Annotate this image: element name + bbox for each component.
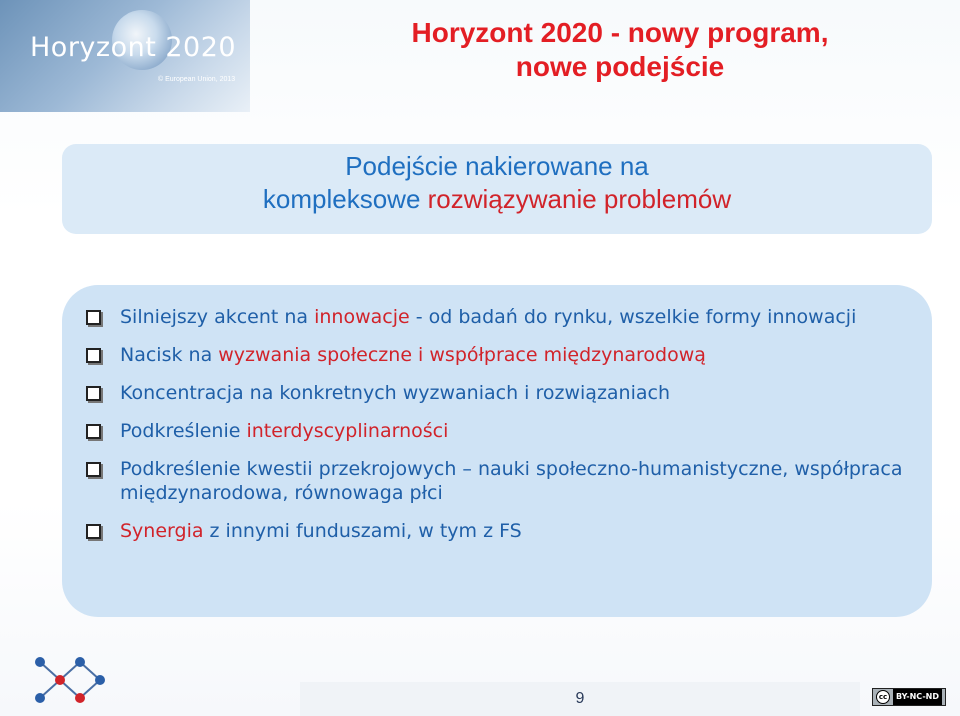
cc-license-badge[interactable] <box>872 688 946 706</box>
bullet-5-text: Podkreślenie kwestii przekrojowych – nauki społeczno-humanistyczne, współpraca międzynarodowa, równowaga płci <box>120 458 903 504</box>
logo-text: Horyzont 2020 <box>30 32 237 63</box>
network-logo-icon <box>30 652 110 708</box>
checkbox-bullet-icon <box>86 524 101 539</box>
page-number: 9 <box>300 682 860 716</box>
subtitle <box>62 150 932 216</box>
cc-license-text: BY-NC-ND <box>893 689 942 705</box>
checkbox-bullet-icon <box>86 462 101 477</box>
slide-title-line1: Horyzont 2020 - nowy program, <box>411 17 829 48</box>
cc-icon: cc <box>876 690 890 704</box>
bullet-item-3 <box>80 381 920 405</box>
bullet-list <box>80 305 920 557</box>
checkbox-bullet-icon <box>86 348 101 363</box>
bullet-6-highlight: Synergia <box>120 520 204 542</box>
bullet-item-1 <box>80 305 920 329</box>
subtitle-line2-part2: rozwiązywanie problemów <box>427 184 732 214</box>
subtitle-line1: Podejście nakierowane na <box>345 151 649 181</box>
bullet-1-text-end: - od badań do rynku, wszelkie formy innowacji <box>409 306 857 328</box>
bullet-item-5 <box>80 457 920 505</box>
bullet-item-2 <box>80 343 920 367</box>
logo-copyright: © European Union, 2013 <box>158 76 236 83</box>
checkbox-bullet-icon <box>86 386 101 401</box>
slide-title <box>340 16 900 84</box>
checkbox-bullet-icon <box>86 310 101 325</box>
bullet-item-4 <box>80 419 920 443</box>
bullet-2-highlight: wyzwania społeczne i współprace międzynarodową <box>218 344 706 366</box>
subtitle-line2-part1: kompleksowe <box>262 184 421 214</box>
slide-title-line2: nowe podejście <box>515 51 725 82</box>
bullet-item-6 <box>80 519 920 543</box>
bullet-2-text: Nacisk na <box>120 344 219 366</box>
bullet-4-text: Podkreślenie <box>120 420 247 442</box>
checkbox-bullet-icon <box>86 424 101 439</box>
horyzont-2020-logo <box>0 0 250 112</box>
bullet-3-text: Koncentracja na konkretnych wyzwaniach i rozwiązaniach <box>120 382 671 404</box>
bullet-6-text-end: z innymi funduszami, w tym z FS <box>203 520 522 542</box>
bullet-4-highlight: interdyscyplinarności <box>246 420 449 442</box>
bullet-1-highlight: innowacje <box>314 306 410 328</box>
bullet-1-text: Silniejszy akcent na <box>120 306 315 328</box>
